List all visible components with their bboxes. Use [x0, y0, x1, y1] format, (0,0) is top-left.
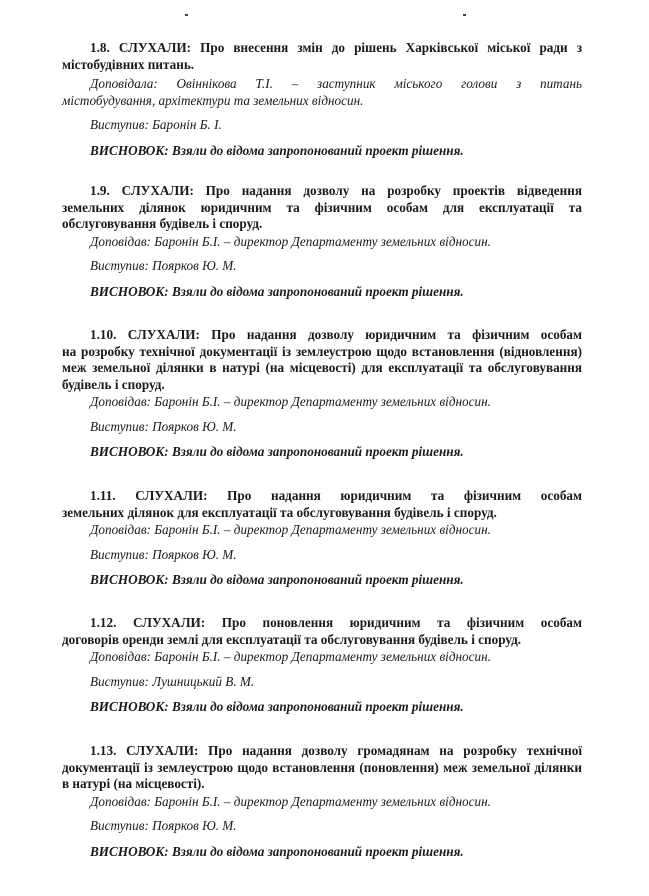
scan-artifact [185, 14, 188, 16]
item-heading [62, 40, 582, 73]
heading-continuation: документації із землеустрою щодо встановлення (поновлення) меж земельної ділянки в натурі (на місцевості). [62, 759, 582, 791]
speaker-line [62, 76, 582, 109]
item-heading [62, 615, 582, 648]
item-heading [62, 488, 582, 521]
speaker-remarks: Виступив: Поярков Ю. М. [90, 546, 237, 562]
speaker-remarks: Виступив: Поярков Ю. М. [90, 818, 237, 833]
speaker-remarks: Виступив: Поярков Ю. М. [90, 418, 237, 434]
speaker-line: Доповідав: Баронін Б.І. – директор Департаменту земельних відносин. [90, 394, 491, 409]
heading-line: 1.9. СЛУХАЛИ: Про надання дозволу на розробку проектів відведення [90, 183, 582, 198]
conclusion: ВИСНОВОК: Взяли до відома запропонований проект рішення. [90, 572, 464, 587]
speaker-line: Доповідав: Баронін Б.І. – директор Департаменту земельних відносин. [90, 233, 491, 249]
speaker-line: Доповідав: Баронін Б.І. – директор Департаменту земельних відносин. [90, 793, 491, 809]
speaker-line-continuation: містобудування, архітектури та земельних відносин. [62, 92, 364, 108]
heading-line: 1.11. СЛУХАЛИ: Про надання юридичним та фізичним особам [90, 488, 582, 503]
agenda-item-1-12 [62, 615, 582, 716]
agenda-item-1-8 [62, 40, 582, 159]
item-heading [62, 743, 582, 793]
speaker-line: Доповідав: Баронін Б.І. – директор Департаменту земельних відносин. [90, 649, 491, 664]
agenda-item-1-10 [62, 327, 582, 461]
heading-line: 1.10. СЛУХАЛИ: Про надання дозволу юридичним та фізичним особам [90, 327, 582, 342]
agenda-item-1-9 [62, 183, 582, 300]
heading-continuation: земельних ділянок для експлуатації та обслуговування будівель і споруд. [62, 504, 497, 520]
scan-artifact [463, 14, 466, 16]
speaker-remarks: Виступив: Лушницький В. М. [90, 673, 255, 689]
speaker-remarks: Виступив: Поярков Ю. М. [90, 258, 237, 273]
heading-line: 1.8. СЛУХАЛИ: Про внесення змін до рішень Харківської міської ради з [90, 40, 582, 55]
conclusion: ВИСНОВОК: Взяли до відома запропонований проект рішення. [90, 283, 464, 299]
agenda-item-1-11 [62, 488, 582, 589]
item-heading [62, 327, 582, 393]
conclusion: ВИСНОВОК: Взяли до відома запропонований проект рішення. [90, 699, 464, 714]
heading-continuation: договорів оренди землі для експлуатації та обслуговування будівель і споруд. [62, 631, 522, 647]
speaker-line: Доповідав: Баронін Б.І. – директор Департаменту земельних відносин. [90, 522, 491, 537]
conclusion: ВИСНОВОК: Взяли до відома запропонований проект рішення. [90, 142, 464, 158]
heading-continuation: земельних ділянок юридичним та фізичним особам для експлуатації та обслуговування будівель і споруд. [62, 199, 582, 231]
agenda-item-1-13 [62, 743, 582, 860]
heading-line: 1.12. СЛУХАЛИ: Про поновлення юридичним та фізичним особам [90, 615, 582, 630]
conclusion: ВИСНОВОК: Взяли до відома запропонований проект рішення. [90, 444, 464, 459]
conclusion: ВИСНОВОК: Взяли до відома запропонований проект рішення. [90, 843, 464, 859]
speaker-remarks: Виступив: Баронін Б. І. [90, 117, 222, 132]
speaker-line-first: Доповідала: Овіннікова Т.І. – заступник міського голови з питань [90, 76, 582, 91]
item-heading [62, 183, 582, 233]
heading-continuation: містобудівних питань. [62, 56, 195, 72]
heading-line: 1.13. СЛУХАЛИ: Про надання дозволу громадянам на розробку технічної [90, 743, 582, 758]
heading-continuation: на розробку технічної документації із землеустрою щодо встановлення (відновлення) меж земельної ділянки в натурі (на місцевості) для експлуатації та обслуговування будівель і споруд. [62, 343, 582, 392]
